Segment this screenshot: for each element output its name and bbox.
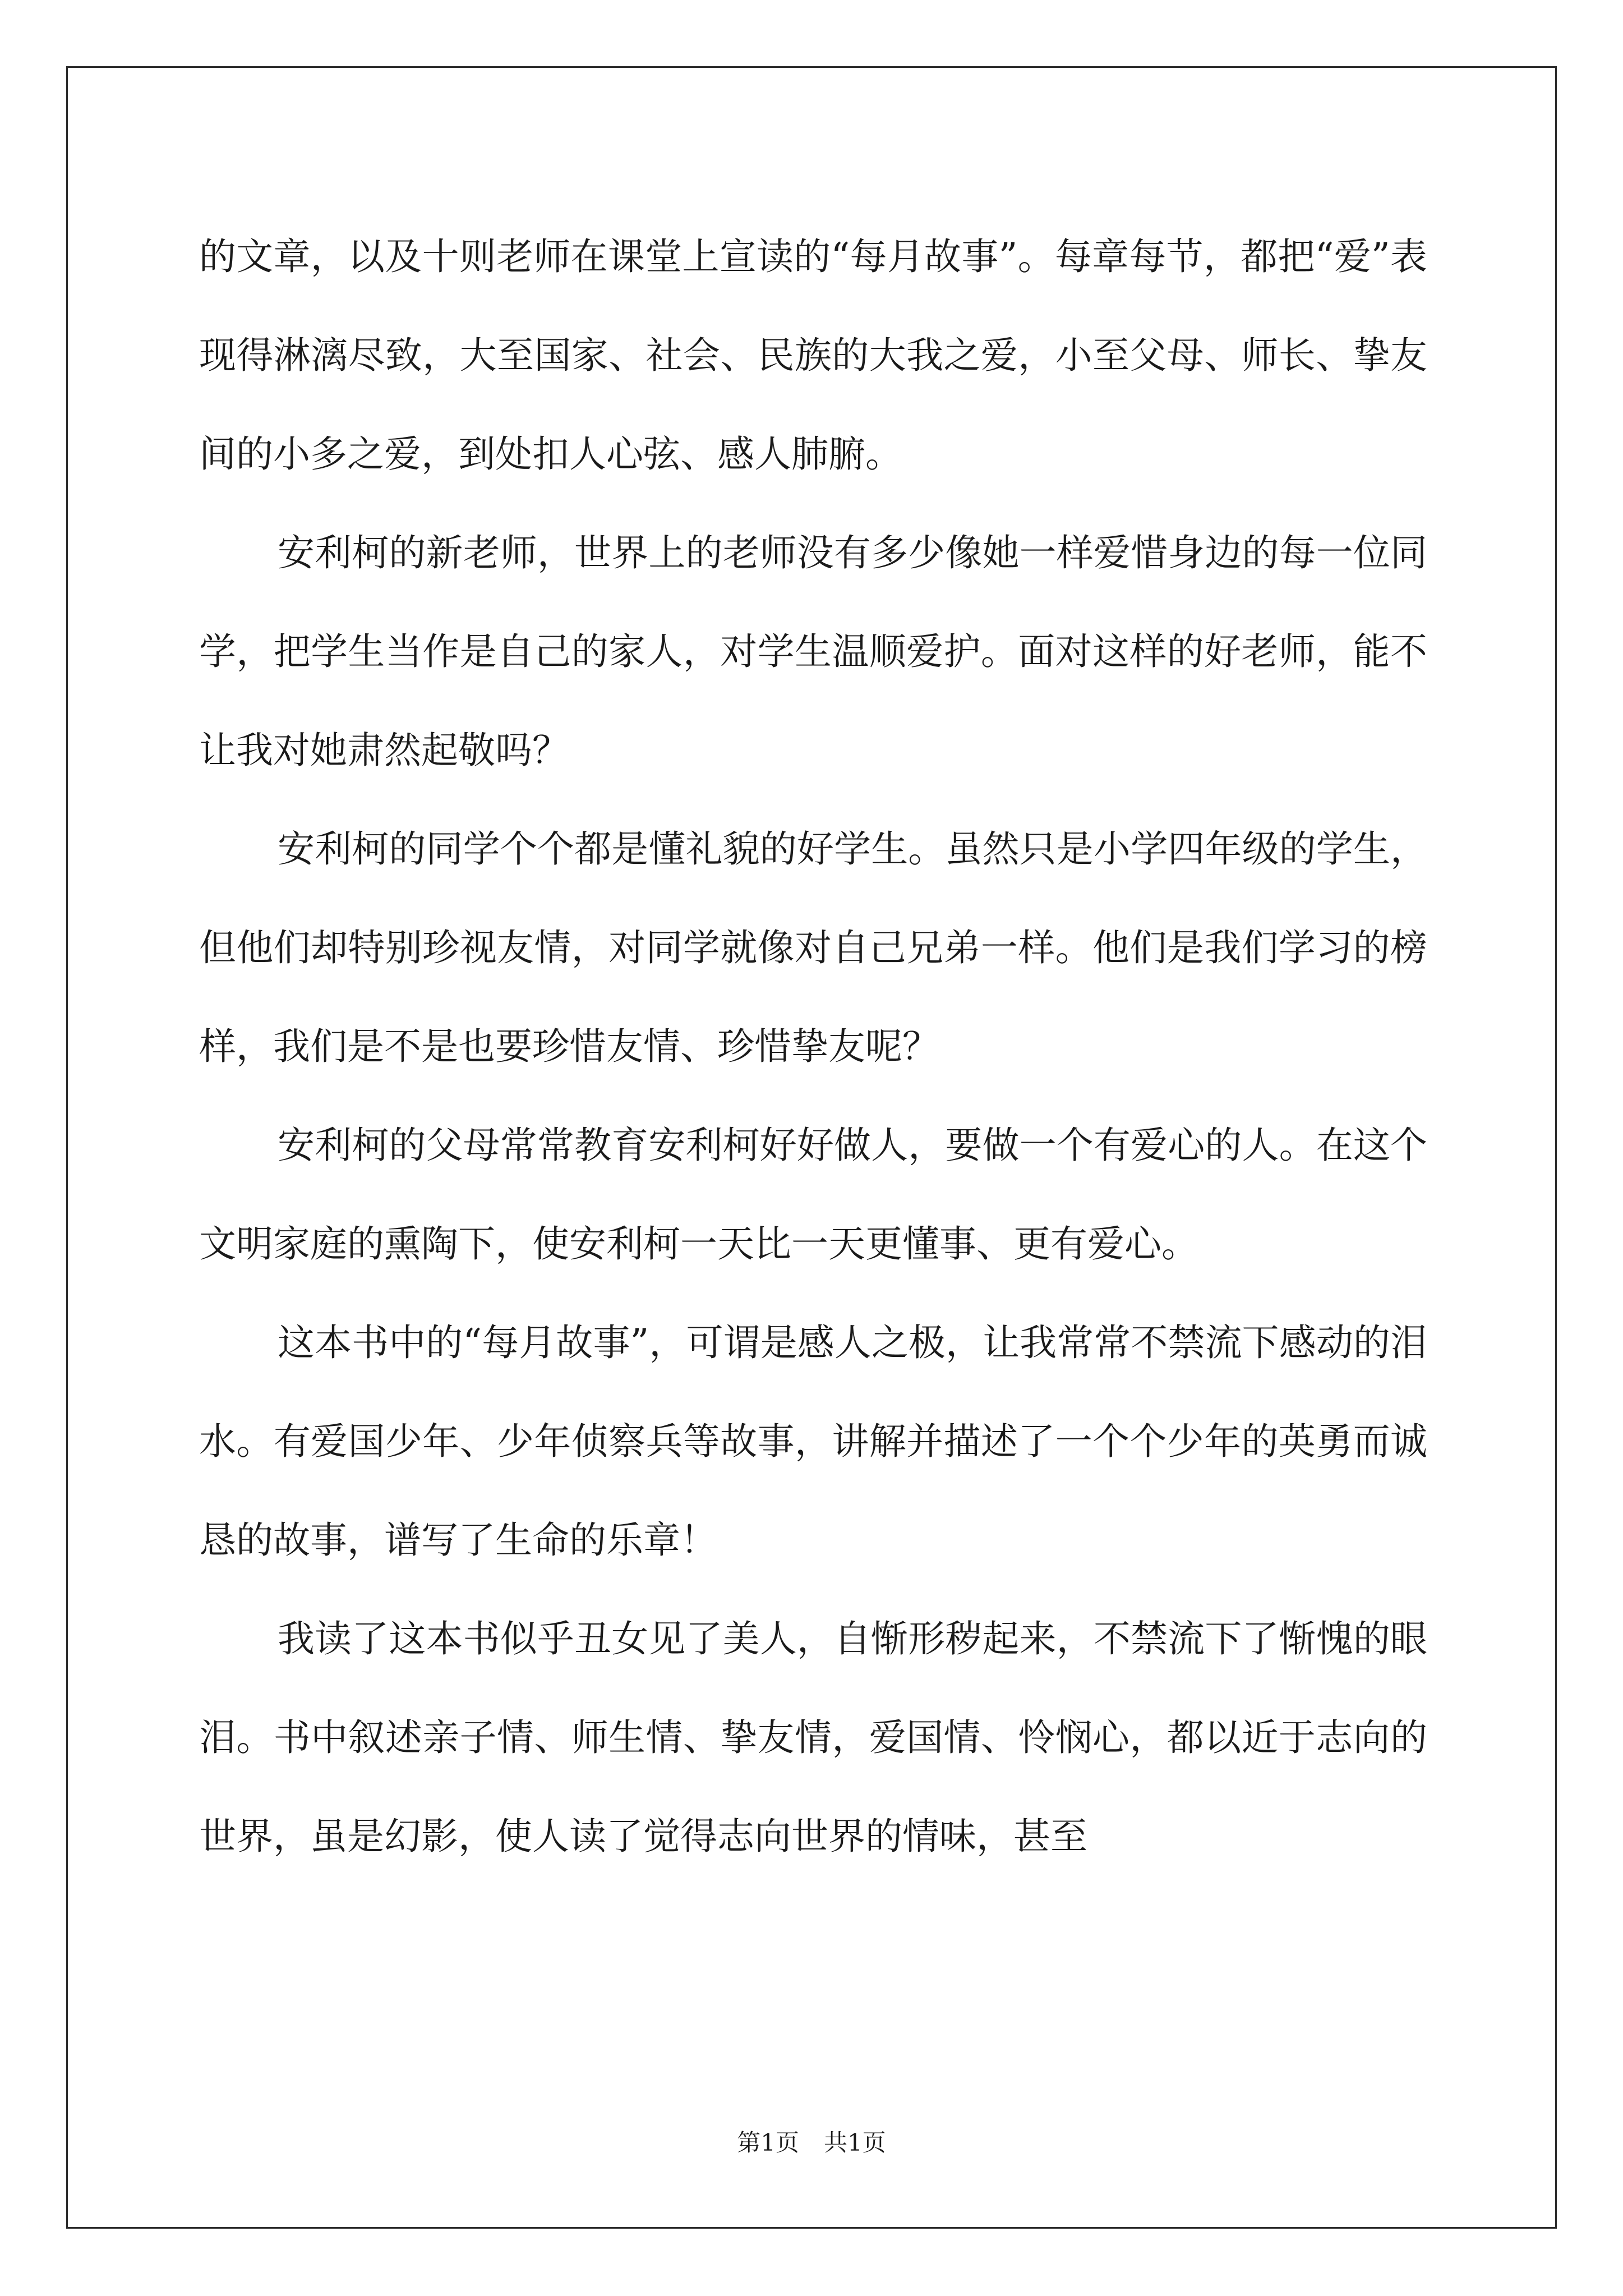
paragraph-5: 这本书中的“每月故事”，可谓是感人之极，让我常常不禁流下感动的泪水。有爱国少年、少年侦察兵等故事，讲解并描述了一个个少年的英勇而诚恳的故事，谱写了生命的乐章！ <box>199 1321 1427 1562</box>
paragraph-2: 安利柯的新老师，世界上的老师没有多少像她一样爱惜身边的每一位同学，把学生当作是自己的家人，对学生温顺爱护。面对这样的好老师，能不让我对她肃然起敬吗？ <box>199 531 1427 772</box>
paragraph-1: 的文章，以及十则老师在课堂上宣读的“每月故事”。每章每节，都把“爱”表现得淋漓尽致，大至国家、社会、民族的大我之爱，小至父母、师长、挚友间的小多之爱，到处扣人心弦、感人肺腑。 <box>199 235 1427 476</box>
paragraph-4: 安利柯的父母常常教育安利柯好好做人，要做一个有爱心的人。在这个文明家庭的熏陶下，使安利柯一天比一天更懂事、更有爱心。 <box>199 1124 1427 1266</box>
page-number: 第1页 <box>737 2129 799 2156</box>
page-total: 共1页 <box>824 2129 886 2156</box>
paragraph-6: 我读了这本书似乎丑女见了美人，自惭形秽起来，不禁流下了惭愧的眼泪。书中叙述亲子情、师生情、挚友情，爱国情、怜悯心，都以近于志向的世界，虽是幻影，使人读了觉得志向世界的情味，甚至 <box>199 1617 1427 1858</box>
page-footer <box>0 2126 1623 2160</box>
document-body <box>199 208 1427 1886</box>
paragraph-3: 安利柯的同学个个都是懂礼貌的好学生。虽然只是小学四年级的学生，但他们却特别珍视友情，对同学就像对自己兄弟一样。他们是我们学习的榜样，我们是不是也要珍惜友情、珍惜挚友呢？ <box>199 827 1427 1068</box>
